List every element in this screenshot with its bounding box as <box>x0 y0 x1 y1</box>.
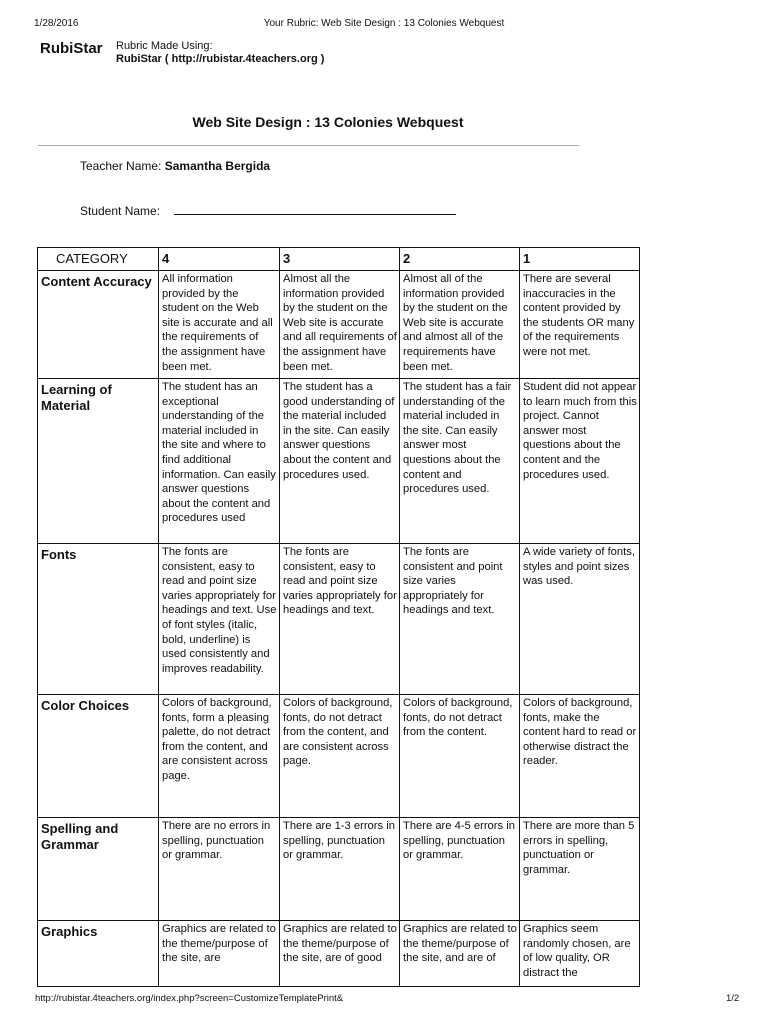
criteria-cell: The student has a fair understanding of the material included in the site. Can easily answer most questions about the content and procedures used. <box>400 379 520 544</box>
teacher-name-label: Teacher Name: <box>80 159 162 173</box>
title-divider <box>38 145 579 146</box>
rubistar-logo: RubiStar <box>40 40 103 57</box>
criteria-cell: Student did not appear to learn much from this project. Cannot answer most questions about the content and the procedures used. <box>520 379 640 544</box>
criteria-cell: The fonts are consistent, easy to read and point size varies appropriately for headings and text. Use of font styles (italic, bold, underline) is used consistently and improves readability. <box>159 544 280 695</box>
table-row <box>38 921 640 987</box>
criteria-cell: Almost all of the information provided by the student on the Web site is accurate and almost all of the requirements have been met. <box>400 271 520 379</box>
table-row <box>38 818 640 921</box>
student-name-blank <box>174 202 456 215</box>
criteria-cell: Graphics are related to the theme/purpose of the site, are of good <box>280 921 400 987</box>
footer-page-number: 1/2 <box>726 993 740 1004</box>
print-date: 1/28/2016 <box>34 18 79 29</box>
rubric-table <box>37 247 640 987</box>
table-row <box>38 271 640 379</box>
table-row <box>38 544 640 695</box>
table-row <box>38 695 640 818</box>
print-doc-title: Your Rubric: Web Site Design : 13 Colonies Webquest <box>263 18 505 29</box>
criteria-cell: There are 1-3 errors in spelling, punctuation or grammar. <box>280 818 400 921</box>
criteria-cell: Colors of background, fonts, form a pleasing palette, do not detract from the content, and are consistent across page. <box>159 695 280 818</box>
criteria-cell: Almost all the information provided by the student on the Web site is accurate and all requirements of the assignment have been met. <box>280 271 400 379</box>
header-score-2: 2 <box>400 248 520 271</box>
criteria-cell: There are no errors in spelling, punctuation or grammar. <box>159 818 280 921</box>
header-score-4: 4 <box>159 248 280 271</box>
header-score-3: 3 <box>280 248 400 271</box>
criteria-cell: All information provided by the student on the Web site is accurate and all the requirements of the assignment have been met. <box>159 271 280 379</box>
criteria-cell: The fonts are consistent and point size varies appropriately for headings and text. <box>400 544 520 695</box>
criteria-cell: Colors of background, fonts, make the content hard to read or otherwise distract the reader. <box>520 695 640 818</box>
made-using-label: Rubric Made Using: <box>116 40 213 52</box>
table-row <box>38 379 640 544</box>
criteria-cell: There are 4-5 errors in spelling, punctuation or grammar. <box>400 818 520 921</box>
header-score-1: 1 <box>520 248 640 271</box>
category-cell: Color Choices <box>38 695 159 818</box>
criteria-cell: Colors of background, fonts, do not detract from the content, and are consistent across page. <box>280 695 400 818</box>
criteria-cell: A wide variety of fonts, styles and point sizes was used. <box>520 544 640 695</box>
criteria-cell: Graphics are related to the theme/purpose of the site, are <box>159 921 280 987</box>
category-cell: Graphics <box>38 921 159 987</box>
teacher-name-value: Samantha Bergida <box>164 159 271 173</box>
criteria-cell: The student has an exceptional understanding of the material included in the site and where to find additional information. Can easily answer questions about the content and procedures used <box>159 379 280 544</box>
rubric-header-row <box>38 248 640 271</box>
category-cell: Fonts <box>38 544 159 695</box>
teacher-name-line <box>80 159 270 173</box>
footer-url: http://rubistar.4teachers.org/index.php?screen=CustomizeTemplatePrint& <box>35 993 344 1004</box>
criteria-cell: There are several inaccuracies in the content provided by the students OR many of the requirements were not met. <box>520 271 640 379</box>
criteria-cell: There are more than 5 errors in spelling, punctuation or grammar. <box>520 818 640 921</box>
rubistar-source-link: RubiStar ( http://rubistar.4teachers.org ) <box>116 53 325 65</box>
criteria-cell: The fonts are consistent, easy to read and point size varies appropriately for headings and text. <box>280 544 400 695</box>
page-title: Web Site Design : 13 Colonies Webquest <box>192 114 464 130</box>
student-name-label: Student Name: <box>80 204 161 218</box>
criteria-cell: Colors of background, fonts, do not detract from the content. <box>400 695 520 818</box>
header-category: CATEGORY <box>38 248 159 271</box>
category-cell: Learning of Material <box>38 379 159 544</box>
criteria-cell: Graphics are related to the theme/purpose of the site, and are of <box>400 921 520 987</box>
criteria-cell: Graphics seem randomly chosen, are of low quality, OR distract the <box>520 921 640 987</box>
made-using-note <box>116 40 324 66</box>
student-name-line <box>80 202 456 218</box>
category-cell: Content Accuracy <box>38 271 159 379</box>
criteria-cell: The student has a good understanding of the material included in the site. Can easily answer questions about the content and procedures used. <box>280 379 400 544</box>
category-cell: Spelling and Grammar <box>38 818 159 921</box>
